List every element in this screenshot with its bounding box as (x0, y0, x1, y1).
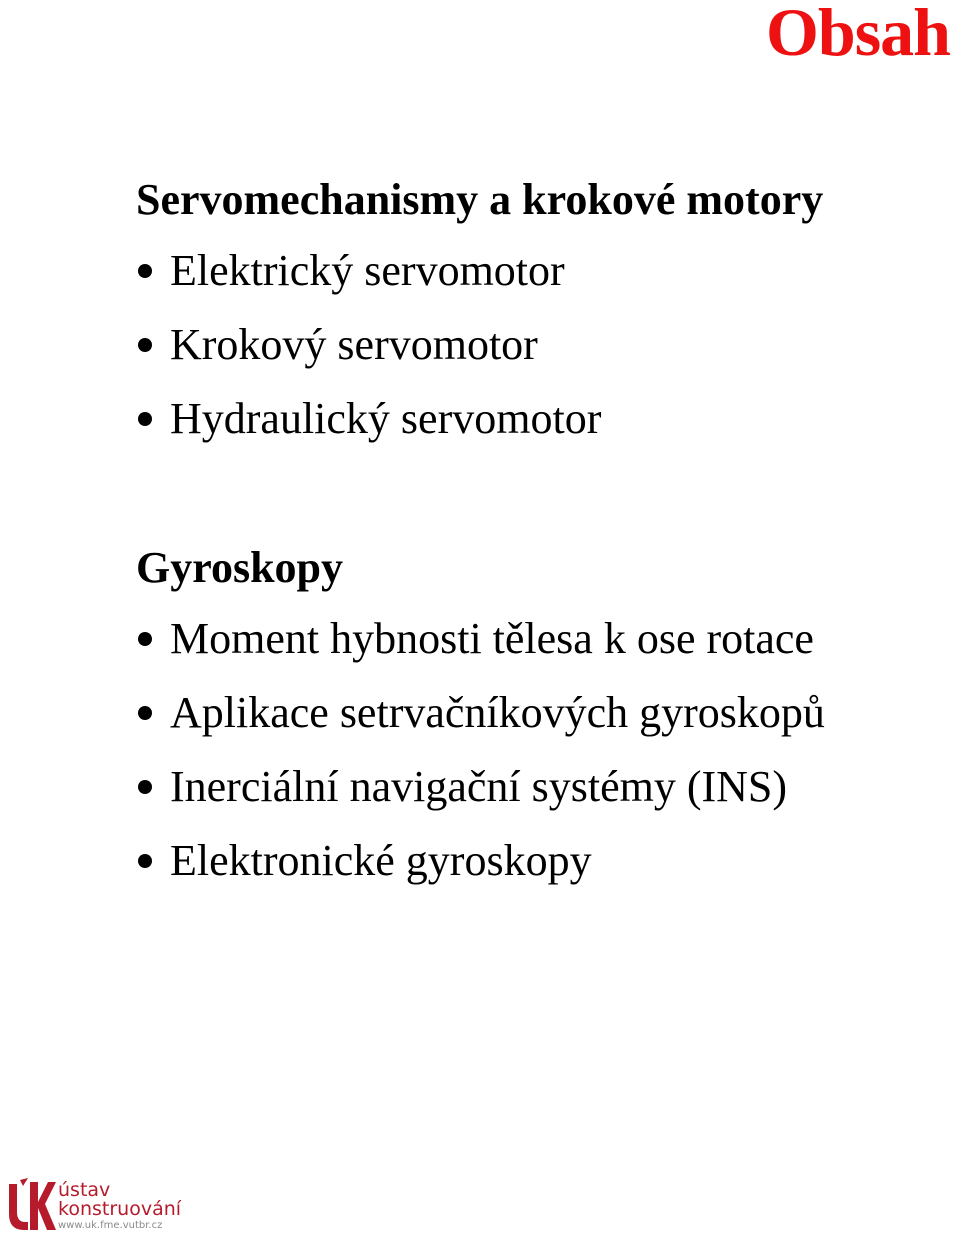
logo-text-line1: ústav (58, 1179, 111, 1201)
list-item-text: Moment hybnosti tělesa k ose rotace (170, 614, 814, 663)
logo-text-line2: konstruování (58, 1198, 182, 1220)
bullet-list (136, 234, 916, 456)
bullet-icon (138, 338, 152, 352)
page-title: Obsah (766, 0, 950, 70)
list-item (136, 308, 916, 382)
list-item (136, 824, 916, 898)
logo-url: www.uk.fme.vutbr.cz (58, 1220, 163, 1231)
section-heading: Servomechanismy a krokové motory (136, 175, 824, 224)
list-item-text: Inerciální navigační systémy (INS) (170, 762, 788, 811)
bullet-icon (138, 780, 152, 794)
bullet-icon (138, 706, 152, 720)
list-item (136, 602, 916, 676)
bullet-icon (138, 412, 152, 426)
bullet-icon (138, 632, 152, 646)
list-item (136, 382, 916, 456)
list-item-text: Aplikace setrvačníkových gyroskopů (170, 688, 825, 737)
section-servomechanisms (136, 174, 916, 456)
list-item-text: Hydraulický servomotor (170, 394, 602, 443)
section-gyroscopes (136, 542, 916, 898)
bullet-icon (138, 854, 152, 868)
list-item (136, 750, 916, 824)
list-item (136, 234, 916, 308)
list-item-text: Krokový servomotor (170, 320, 538, 369)
institute-logo (6, 1178, 216, 1234)
uk-logo-icon (6, 1178, 56, 1232)
list-item-text: Elektronické gyroskopy (170, 836, 592, 885)
list-item (136, 676, 916, 750)
section-heading: Gyroskopy (136, 543, 344, 592)
list-item-text: Elektrický servomotor (170, 246, 565, 295)
bullet-icon (138, 264, 152, 278)
bullet-list (136, 602, 916, 898)
